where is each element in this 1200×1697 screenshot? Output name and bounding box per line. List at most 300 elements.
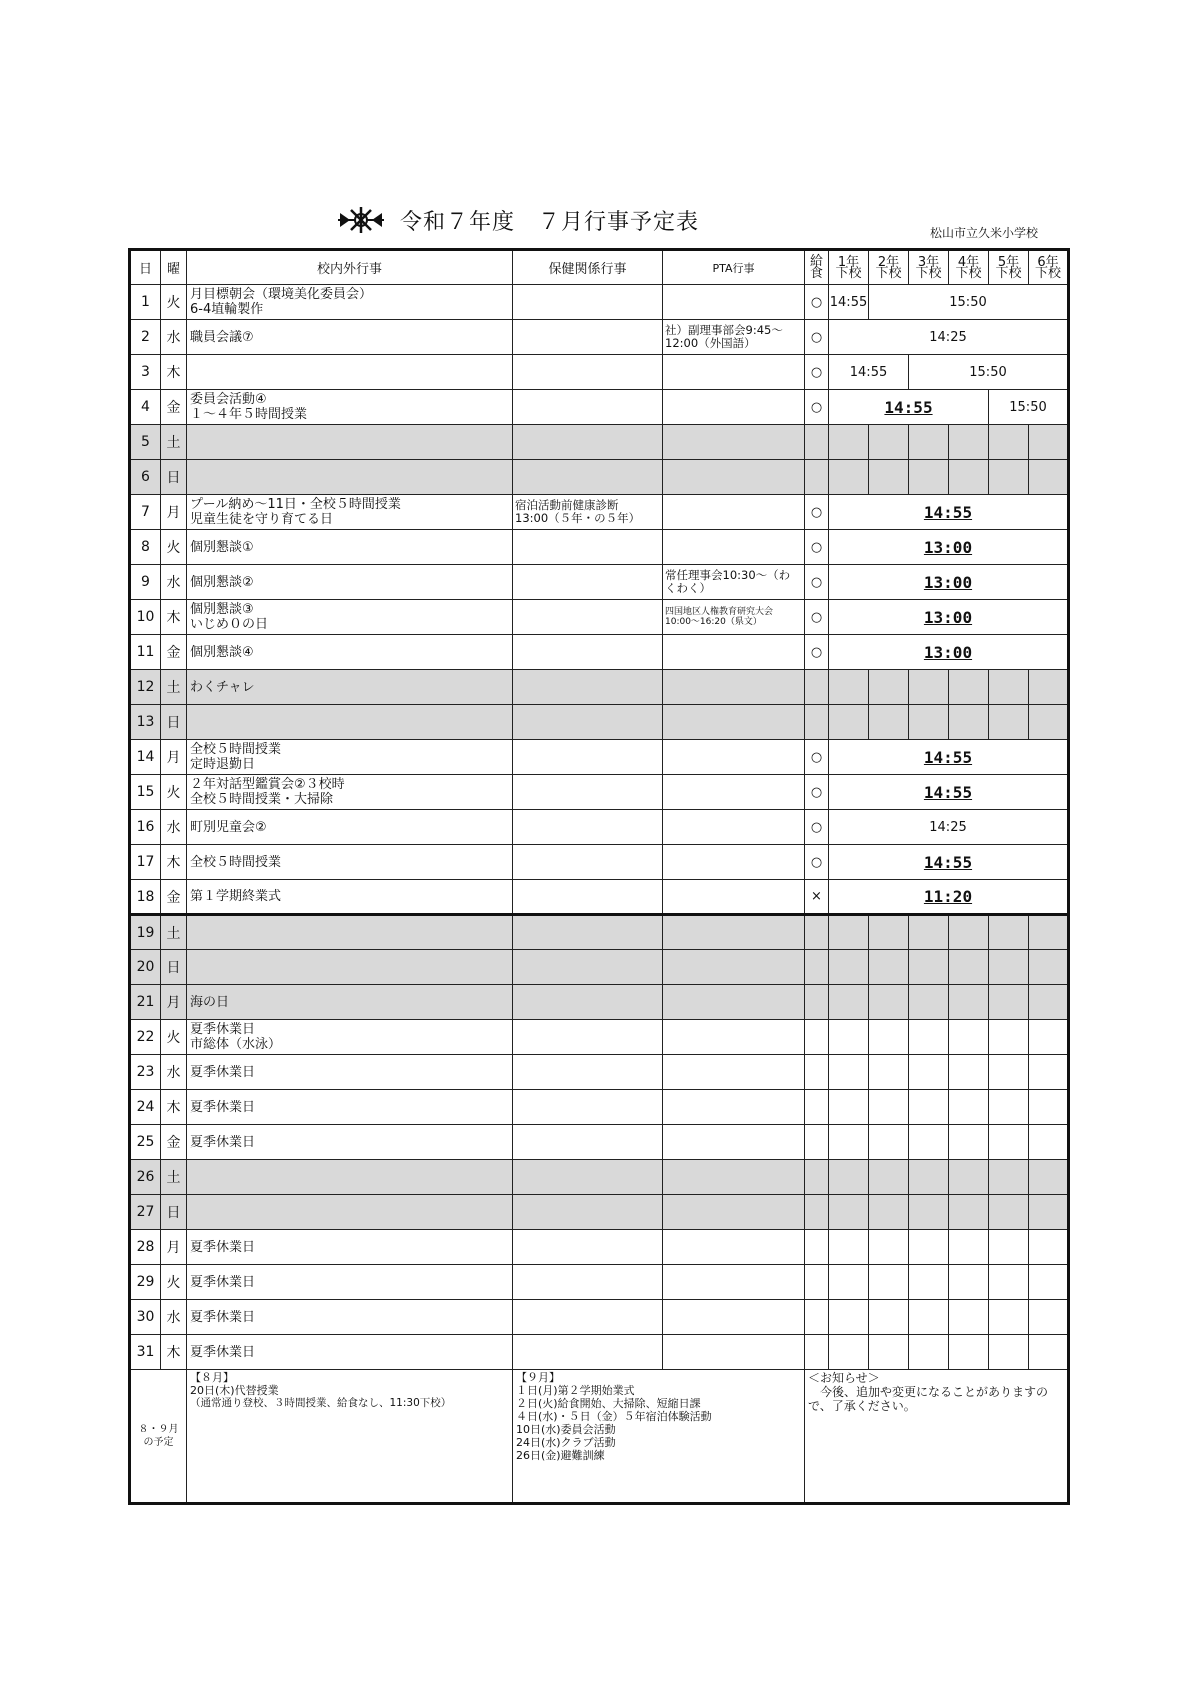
- day-cell: 2: [130, 320, 161, 355]
- pta-event-cell: [663, 565, 805, 600]
- pta-event-cell: [663, 495, 805, 530]
- school-event-cell: [187, 1300, 513, 1335]
- cell-line: 全校５時間授業: [190, 742, 282, 757]
- grade-cell: [989, 1125, 1029, 1160]
- day-cell: 12: [130, 670, 161, 705]
- cell-line: いじめ０の日: [190, 617, 269, 632]
- weekday-cell: 月: [161, 495, 187, 530]
- pta-event-cell: [663, 1090, 805, 1125]
- school-event-cell: [187, 845, 513, 880]
- school-event-cell: [187, 1020, 513, 1055]
- day-cell: 8: [130, 530, 161, 565]
- health-event-cell: [513, 460, 663, 495]
- weekday-cell: 金: [161, 880, 187, 915]
- school-event-cell: [187, 1230, 513, 1265]
- dismissal-time-cell: 13:00: [829, 635, 1069, 670]
- pta-event-cell: [663, 950, 805, 985]
- health-event-cell: [513, 495, 663, 530]
- lunch-cell: ○: [805, 740, 829, 775]
- pta-event-cell: [663, 1055, 805, 1090]
- footer-notice: ＜お知らせ＞ 今後、追加や変更になることがありますの で、了承ください。: [805, 1370, 1069, 1504]
- health-event-cell: [513, 285, 663, 320]
- day-cell: 7: [130, 495, 161, 530]
- dismissal-time-cell: 13:00: [829, 565, 1069, 600]
- school-event-cell: [187, 1335, 513, 1370]
- pta-event-cell: [663, 1335, 805, 1370]
- weekday-cell: 火: [161, 1265, 187, 1300]
- day-cell: 5: [130, 425, 161, 460]
- day-cell: 13: [130, 705, 161, 740]
- pta-event-cell: [663, 320, 805, 355]
- grade-cell: [869, 1335, 909, 1370]
- day-row: [130, 1090, 1069, 1125]
- school-event-cell: [187, 530, 513, 565]
- footer-august: 【８月】 20日(木)代替授業 （通常通り登校、３時間授業、給食なし、11:30下校）: [187, 1370, 513, 1504]
- health-event-cell: [513, 565, 663, 600]
- day-cell: 21: [130, 985, 161, 1020]
- day-cell: 29: [130, 1265, 161, 1300]
- grade-cell: [909, 670, 949, 705]
- day-row: [130, 880, 1069, 915]
- grade-cell: [909, 705, 949, 740]
- grade-cell: [949, 1265, 989, 1300]
- lunch-cell: [805, 1020, 829, 1055]
- cell-line: 社）副理事部会9:45～: [665, 323, 783, 337]
- cell-line: 市総体（水泳）: [190, 1037, 282, 1052]
- health-event-cell: [513, 530, 663, 565]
- grade-cell: [949, 1020, 989, 1055]
- grade-cell: [949, 1230, 989, 1265]
- health-event-cell: [513, 1300, 663, 1335]
- grade-cell: [909, 460, 949, 495]
- weekday-cell: 日: [161, 1195, 187, 1230]
- health-event-cell: [513, 390, 663, 425]
- col-grade-6: 6年 下校: [1029, 250, 1069, 285]
- grade-cell: [949, 1090, 989, 1125]
- col-day: 日: [130, 250, 161, 285]
- cell-line: プール納め～11日・全校５時間授業: [190, 497, 401, 512]
- pta-event-cell: [663, 285, 805, 320]
- grade-cell: [829, 705, 869, 740]
- weekday-cell: 日: [161, 950, 187, 985]
- col-health-events: 保健関係行事: [513, 250, 663, 285]
- grade-cell: [1029, 1160, 1069, 1195]
- grade-cell: [949, 985, 989, 1020]
- grade-cell: [829, 1055, 869, 1090]
- grade-cell: [1029, 425, 1069, 460]
- grade-cell: [1029, 1090, 1069, 1125]
- health-event-cell: [513, 775, 663, 810]
- health-event-cell: [513, 915, 663, 950]
- col-grade-5: 5年 下校: [989, 250, 1029, 285]
- grade-cell: [869, 705, 909, 740]
- grade-cell: [989, 1160, 1029, 1195]
- school-event-cell: [187, 635, 513, 670]
- cell-line: 児童生徒を守り育てる日: [190, 512, 334, 527]
- pta-event-cell: [663, 705, 805, 740]
- lunch-cell: [805, 1090, 829, 1125]
- weekday-cell: 火: [161, 530, 187, 565]
- day-cell: 14: [130, 740, 161, 775]
- health-event-cell: [513, 1230, 663, 1265]
- grade-cell: [909, 915, 949, 950]
- grade-cell: [829, 1335, 869, 1370]
- grade-cell: [989, 950, 1029, 985]
- health-event-cell: [513, 985, 663, 1020]
- day-row: [130, 565, 1069, 600]
- health-event-cell: [513, 1335, 663, 1370]
- day-row: [130, 600, 1069, 635]
- lunch-cell: [805, 1265, 829, 1300]
- day-cell: 18: [130, 880, 161, 915]
- lunch-cell: ○: [805, 810, 829, 845]
- col-school-events: 校内外行事: [187, 250, 513, 285]
- health-event-cell: [513, 740, 663, 775]
- footer-row: [130, 1370, 1069, 1504]
- cell-line: 夏季休業日: [190, 1099, 256, 1115]
- pta-event-cell: [663, 740, 805, 775]
- cell-line: わくチャレ: [190, 679, 255, 695]
- grade-cell: [829, 1160, 869, 1195]
- health-event-cell: [513, 1020, 663, 1055]
- grade-cell: [869, 1125, 909, 1160]
- grade-cell: [909, 1265, 949, 1300]
- lunch-cell: ○: [805, 635, 829, 670]
- cell-line: 夏季休業日: [190, 1022, 256, 1037]
- dismissal-time-cell: 14:55: [829, 845, 1069, 880]
- grade-cell: [1029, 950, 1069, 985]
- day-row: [130, 1020, 1069, 1055]
- weekday-cell: 水: [161, 565, 187, 600]
- dismissal-time-cell: 14:55: [829, 740, 1069, 775]
- pta-event-cell: [663, 810, 805, 845]
- day-cell: 24: [130, 1090, 161, 1125]
- pta-event-cell: [663, 1265, 805, 1300]
- grade-cell: [869, 1020, 909, 1055]
- cell-line: 海の日: [190, 994, 230, 1010]
- grade-cell: [1029, 1055, 1069, 1090]
- school-event-cell: [187, 705, 513, 740]
- school-event-cell: [187, 460, 513, 495]
- grade-cell: [869, 1230, 909, 1265]
- pta-event-cell: [663, 1300, 805, 1335]
- grade-cell: [1029, 985, 1069, 1020]
- day-cell: 23: [130, 1055, 161, 1090]
- grade-cell: [869, 1300, 909, 1335]
- pta-event-cell: [663, 1160, 805, 1195]
- day-cell: 20: [130, 950, 161, 985]
- day-cell: 19: [130, 915, 161, 950]
- day-row: [130, 1265, 1069, 1300]
- grade-cell: [1029, 1335, 1069, 1370]
- weekday-cell: 水: [161, 320, 187, 355]
- grade-cell: [909, 985, 949, 1020]
- weekday-cell: 金: [161, 1125, 187, 1160]
- day-cell: 16: [130, 810, 161, 845]
- school-event-cell: [187, 425, 513, 460]
- grade-cell: [989, 1020, 1029, 1055]
- title-area: [336, 200, 699, 240]
- grade-cell: [829, 950, 869, 985]
- grade-cell: [829, 1020, 869, 1055]
- grade-cell: [949, 1055, 989, 1090]
- grade-cell: [989, 460, 1029, 495]
- health-event-cell: [513, 950, 663, 985]
- grade-cell: [989, 670, 1029, 705]
- lunch-cell: [805, 1230, 829, 1265]
- weekday-cell: 日: [161, 705, 187, 740]
- school-event-cell: [187, 390, 513, 425]
- grade-cell: [869, 915, 909, 950]
- dismissal-time-cell: 14:55: [829, 355, 909, 390]
- grade-cell: [1029, 915, 1069, 950]
- grade-cell: [949, 705, 989, 740]
- weekday-cell: 水: [161, 1055, 187, 1090]
- grade-cell: [909, 1195, 949, 1230]
- col-grade-1: 1年 下校: [829, 250, 869, 285]
- cell-line: 職員会議⑦: [190, 329, 254, 345]
- grade-cell: [829, 1125, 869, 1160]
- grade-cell: [909, 1160, 949, 1195]
- grade-cell: [869, 985, 909, 1020]
- weekday-cell: 火: [161, 1020, 187, 1055]
- grade-cell: [909, 1020, 949, 1055]
- col-grade-3: 3年 下校: [909, 250, 949, 285]
- pta-event-cell: [663, 460, 805, 495]
- schedule-table: [128, 248, 1070, 1505]
- grade-cell: [909, 1090, 949, 1125]
- grade-cell: [949, 915, 989, 950]
- weekday-cell: 金: [161, 390, 187, 425]
- header-row: [130, 250, 1069, 285]
- pta-event-cell: [663, 670, 805, 705]
- dismissal-time-cell: 13:00: [829, 530, 1069, 565]
- cell-line: 宿泊活動前健康診断: [515, 498, 619, 512]
- health-event-cell: [513, 1265, 663, 1300]
- lunch-cell: ○: [805, 390, 829, 425]
- health-event-cell: [513, 810, 663, 845]
- weekday-cell: 金: [161, 635, 187, 670]
- school-event-cell: [187, 1265, 513, 1300]
- grade-cell: [829, 985, 869, 1020]
- grade-cell: [989, 915, 1029, 950]
- lunch-cell: [805, 1125, 829, 1160]
- day-cell: 15: [130, 775, 161, 810]
- grade-cell: [949, 1160, 989, 1195]
- cell-line: 夏季休業日: [190, 1064, 256, 1080]
- day-row: [130, 845, 1069, 880]
- weekday-cell: 水: [161, 1300, 187, 1335]
- dismissal-time-cell: 14:55: [829, 285, 869, 320]
- school-event-cell: [187, 810, 513, 845]
- grade-cell: [869, 1160, 909, 1195]
- dismissal-time-cell: 13:00: [829, 600, 1069, 635]
- day-row: [130, 1300, 1069, 1335]
- col-grade-2: 2年 下校: [869, 250, 909, 285]
- col-grade-4: 4年 下校: [949, 250, 989, 285]
- grade-cell: [1029, 1020, 1069, 1055]
- dismissal-time-cell: 14:55: [829, 390, 989, 425]
- school-event-cell: [187, 880, 513, 915]
- day-row: [130, 1055, 1069, 1090]
- col-lunch: 給 食: [805, 250, 829, 285]
- grade-cell: [829, 1195, 869, 1230]
- weekday-cell: 土: [161, 670, 187, 705]
- day-row: [130, 460, 1069, 495]
- day-cell: 9: [130, 565, 161, 600]
- school-event-cell: [187, 320, 513, 355]
- weekday-cell: 木: [161, 600, 187, 635]
- grade-cell: [1029, 1265, 1069, 1300]
- grade-cell: [949, 1125, 989, 1160]
- school-event-cell: [187, 985, 513, 1020]
- weekday-cell: 木: [161, 845, 187, 880]
- cell-line: 12:00（外国語）: [665, 336, 756, 350]
- cell-line: １～４年５時間授業: [190, 407, 308, 422]
- day-cell: 26: [130, 1160, 161, 1195]
- col-weekday: 曜: [161, 250, 187, 285]
- lunch-cell: ○: [805, 530, 829, 565]
- grade-cell: [909, 425, 949, 460]
- grade-cell: [869, 670, 909, 705]
- cell-line: 夏季休業日: [190, 1309, 256, 1325]
- grade-cell: [989, 425, 1029, 460]
- school-event-cell: [187, 565, 513, 600]
- cell-line: 夏季休業日: [190, 1344, 256, 1360]
- health-event-cell: [513, 600, 663, 635]
- grade-cell: [1029, 670, 1069, 705]
- grade-cell: [1029, 705, 1069, 740]
- day-row: [130, 320, 1069, 355]
- school-event-cell: [187, 1195, 513, 1230]
- lunch-cell: [805, 1195, 829, 1230]
- cell-line: 四国地区人権教育研究大会: [665, 607, 774, 617]
- grade-cell: [949, 950, 989, 985]
- grade-cell: [1029, 460, 1069, 495]
- school-name: 松山市立久米小学校: [930, 226, 1039, 240]
- cell-line: 全校５時間授業・大掃除: [190, 792, 334, 807]
- weekday-cell: 土: [161, 915, 187, 950]
- day-row: [130, 950, 1069, 985]
- grade-cell: [1029, 1230, 1069, 1265]
- grade-cell: [909, 1125, 949, 1160]
- col-pta-events: PTA行事: [663, 250, 805, 285]
- health-event-cell: [513, 635, 663, 670]
- lunch-cell: [805, 460, 829, 495]
- grade-cell: [869, 1090, 909, 1125]
- pta-event-cell: [663, 880, 805, 915]
- health-event-cell: [513, 1160, 663, 1195]
- grade-cell: [829, 915, 869, 950]
- lunch-cell: [805, 705, 829, 740]
- health-event-cell: [513, 670, 663, 705]
- grade-cell: [949, 670, 989, 705]
- day-cell: 11: [130, 635, 161, 670]
- grade-cell: [949, 1300, 989, 1335]
- health-event-cell: [513, 1090, 663, 1125]
- health-event-cell: [513, 1055, 663, 1090]
- grade-cell: [909, 1335, 949, 1370]
- grade-cell: [869, 950, 909, 985]
- school-event-cell: [187, 355, 513, 390]
- day-cell: 6: [130, 460, 161, 495]
- cell-line: くわく）: [665, 581, 711, 595]
- school-event-cell: [187, 495, 513, 530]
- grade-cell: [829, 1090, 869, 1125]
- day-row: [130, 985, 1069, 1020]
- school-event-cell: [187, 1090, 513, 1125]
- dismissal-time-cell: 15:50: [869, 285, 1069, 320]
- grade-cell: [1029, 1125, 1069, 1160]
- day-row: [130, 390, 1069, 425]
- pta-event-cell: [663, 355, 805, 390]
- grade-cell: [989, 1230, 1029, 1265]
- health-event-cell: [513, 355, 663, 390]
- school-event-cell: [187, 1160, 513, 1195]
- grade-cell: [829, 460, 869, 495]
- day-cell: 17: [130, 845, 161, 880]
- health-event-cell: [513, 425, 663, 460]
- grade-cell: [829, 1300, 869, 1335]
- health-event-cell: [513, 1125, 663, 1160]
- cell-line: 個別懇談①: [190, 539, 254, 555]
- day-cell: 22: [130, 1020, 161, 1055]
- cell-line: 夏季休業日: [190, 1134, 256, 1150]
- lunch-cell: ×: [805, 880, 829, 915]
- grade-cell: [909, 1055, 949, 1090]
- cell-line: 6-4埴輪製作: [190, 302, 264, 317]
- weekday-cell: 火: [161, 285, 187, 320]
- lunch-cell: [805, 950, 829, 985]
- dismissal-time-cell: 11:20: [829, 880, 1069, 915]
- grade-cell: [909, 950, 949, 985]
- footer-september: 【９月】 １日(月)第２学期始業式 ２日(火)給食開始、大掃除、短縮日課 ４日(水)・５日（金）５年宿泊体験活動 10日(水)委員会活動 24日(水)クラブ活動 26日(金)避難訓練: [513, 1370, 805, 1504]
- day-cell: 1: [130, 285, 161, 320]
- school-event-cell: [187, 915, 513, 950]
- grade-cell: [989, 1090, 1029, 1125]
- cell-line: 常任理事会10:30～（わ: [665, 568, 791, 582]
- day-cell: 27: [130, 1195, 161, 1230]
- day-row: [130, 810, 1069, 845]
- health-event-cell: [513, 845, 663, 880]
- lunch-cell: ○: [805, 600, 829, 635]
- school-event-cell: [187, 670, 513, 705]
- grade-cell: [989, 1335, 1029, 1370]
- weekday-cell: 月: [161, 985, 187, 1020]
- day-row: [130, 355, 1069, 390]
- grade-cell: [949, 1195, 989, 1230]
- weekday-cell: 木: [161, 1335, 187, 1370]
- grade-cell: [989, 705, 1029, 740]
- dismissal-time-cell: 14:55: [829, 775, 1069, 810]
- day-row: [130, 635, 1069, 670]
- pta-event-cell: [663, 845, 805, 880]
- grade-cell: [949, 460, 989, 495]
- lunch-cell: ○: [805, 495, 829, 530]
- dismissal-time-cell: 14:25: [829, 810, 1069, 845]
- day-cell: 3: [130, 355, 161, 390]
- pta-event-cell: [663, 915, 805, 950]
- weekday-cell: 木: [161, 1090, 187, 1125]
- grade-cell: [949, 1335, 989, 1370]
- cell-line: 個別懇談②: [190, 574, 254, 590]
- grade-cell: [829, 425, 869, 460]
- day-row: [130, 740, 1069, 775]
- day-cell: 10: [130, 600, 161, 635]
- grade-cell: [829, 1230, 869, 1265]
- lunch-cell: [805, 1055, 829, 1090]
- grade-cell: [829, 1265, 869, 1300]
